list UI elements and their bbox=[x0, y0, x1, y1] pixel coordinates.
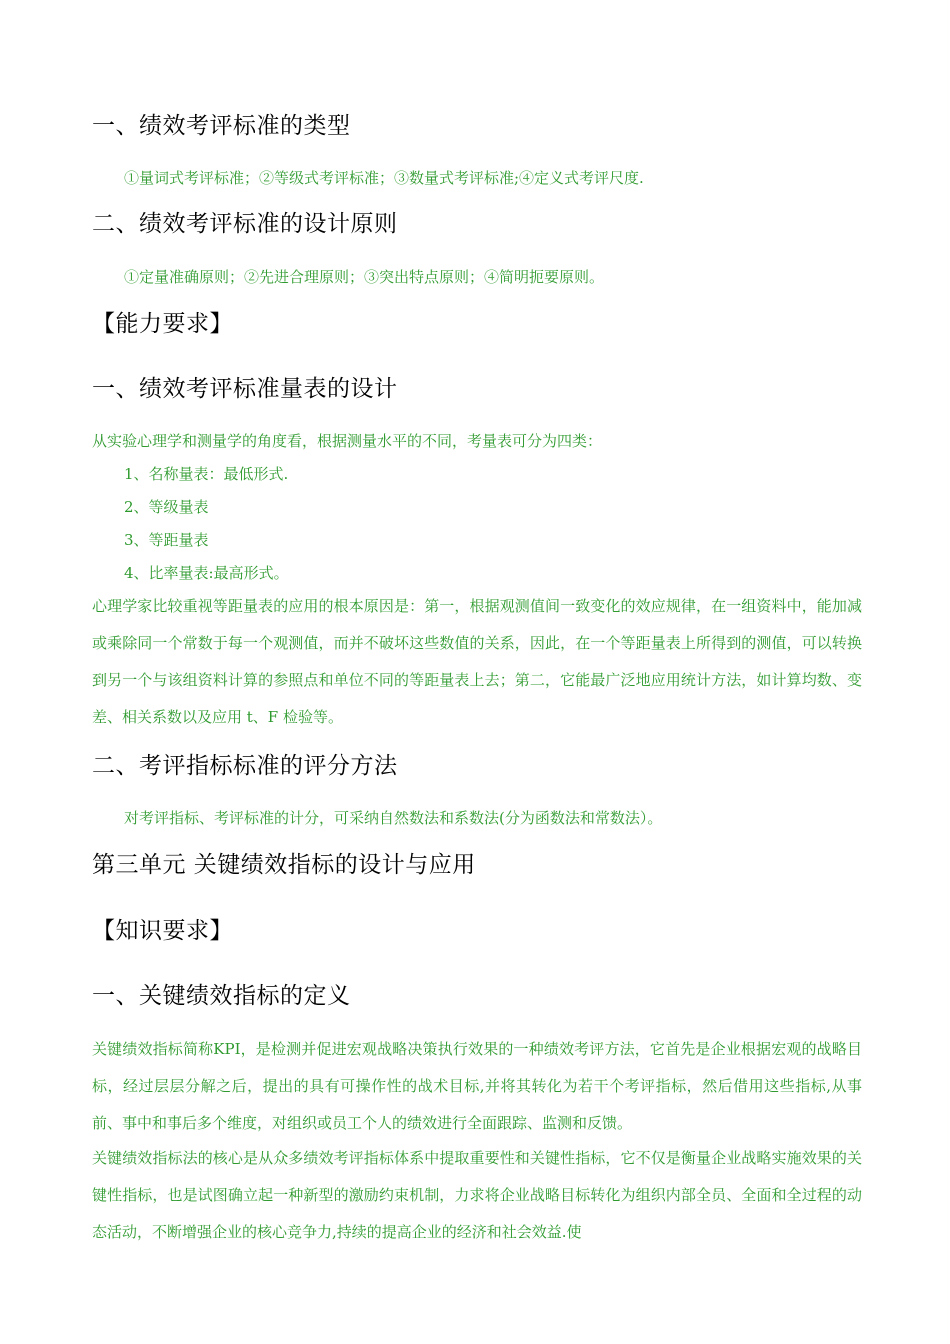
scoring-heading: 二、考评指标标准的评分方法 bbox=[92, 753, 398, 779]
kpi-paragraph-1: 关键绩效指标简称KPI，是检测并促进宏观战略决策执行效果的一种绩效考评方法，它首先是企业根据宏观的战略目标，经过层层分解之后，提出的具有可操作性的战术目标,并将其转化为若干个考评指标，然后借用这些指标,从事前、事中和事后多个维度，对组织或员工个人的绩效进行全面跟踪、监测和反馈。 bbox=[92, 1040, 862, 1132]
scoring-text: 对考评指标、考评标准的计分，可采纳自然数法和系数法(分为函数法和常数法）。 bbox=[124, 809, 663, 827]
scale-paragraph: 心理学家比较重视等距量表的应用的根本原因是：第一，根据观测值间一致变化的效应规律，在一组资料中，能加减或乘除同一个常数于每一个观测值，而并不破坏这些数值的关系，因此，在一个等距量表上所得到的测值，可以转换到另一个与该组资料计算的参照点和单位不同的等距量表上去；第二，它能最广泛地应用统计方法，如计算均数、变差、相关系数以及应用 t、F 检验等。 bbox=[92, 597, 862, 726]
scale-intro: 从实验心理学和测量学的角度看，根据测量水平的不同，考量表可分为四类： bbox=[92, 432, 603, 450]
types-heading: 一、绩效考评标准的类型 bbox=[92, 113, 351, 139]
unit-heading: 第三单元 关键绩效指标的设计与应用 bbox=[92, 852, 476, 878]
types-text: ①量词式考评标准；②等级式考评标准；③数量式考评标准;④定义式考评尺度. bbox=[124, 169, 644, 187]
principles-text: ①定量准确原则；②先进合理原则；③突出特点原则；④简明扼要原则。 bbox=[124, 268, 605, 286]
principles-heading: 二、绩效考评标准的设计原则 bbox=[92, 211, 398, 237]
scale-item: 1、名称量表：最低形式. bbox=[124, 465, 289, 483]
scale-heading: 一、绩效考评标准量表的设计 bbox=[92, 376, 398, 402]
kpi-paragraph-2: 关键绩效指标法的核心是从众多绩效考评指标体系中提取重要性和关键性指标，它不仅是衡量企业战略实施效果的关键性指标，也是试图确立起一种新型的激励约束机制，力求将企业战略目标转化为组织内部全员、全面和全过程的动态活动，不断增强企业的核心竞争力,持续的提高企业的经济和社会效益.使 bbox=[92, 1149, 862, 1241]
ability-heading: 【能力要求】 bbox=[92, 311, 233, 337]
kpi-heading: 一、关键绩效指标的定义 bbox=[92, 983, 351, 1009]
knowledge-heading: 【知识要求】 bbox=[92, 918, 233, 944]
scale-item: 4、比率量表:最高形式。 bbox=[124, 564, 289, 582]
scale-item: 2、等级量表 bbox=[124, 498, 209, 516]
scale-item: 3、等距量表 bbox=[124, 531, 209, 549]
